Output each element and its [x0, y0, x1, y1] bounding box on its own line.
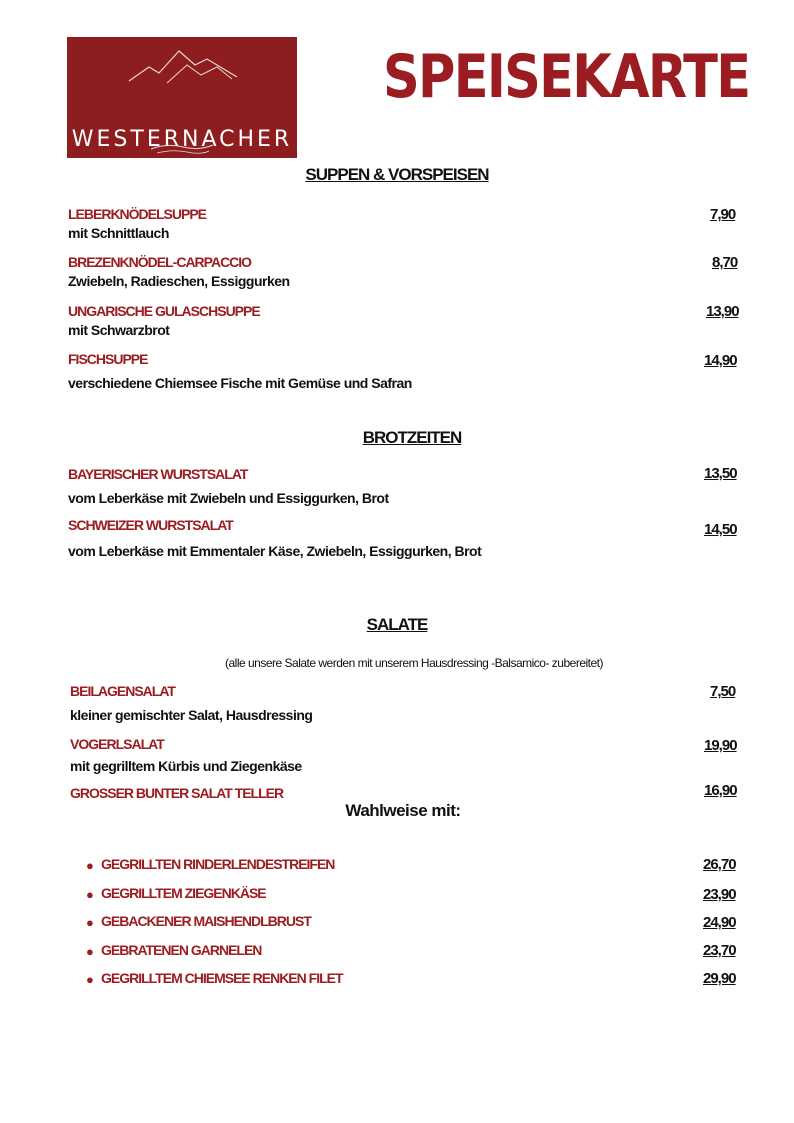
logo [67, 37, 297, 158]
logo-brand-text: WESTERNACHER [71, 127, 293, 152]
menu-item-description: vom Leberkäse mit Zwiebeln und Essiggurken, Brot [68, 490, 389, 506]
menu-item-price: 16,90 [704, 782, 737, 799]
option-price: 26,70 [703, 856, 736, 873]
section-heading-brotzeiten: BROTZEITEN [362, 428, 462, 447]
option-name: GEBRATENEN GARNELEN [101, 942, 262, 958]
menu-item-name: GROSSER BUNTER SALAT TELLER [70, 785, 284, 801]
menu-item-description: kleiner gemischter Salat, Hausdressing [70, 707, 313, 723]
menu-item-name: BAYERISCHER WURSTSALAT [68, 466, 248, 482]
menu-item-price: 13,90 [706, 303, 739, 320]
menu-item-description: mit Schwarzbrot [68, 322, 170, 338]
menu-item-description: vom Leberkäse mit Emmentaler Käse, Zwiebeln, Essiggurken, Brot [68, 543, 482, 559]
menu-item-price: 7,90 [710, 206, 736, 223]
option-price: 29,90 [703, 970, 736, 987]
option-name: GEGRILLTEM CHIEMSEE RENKEN FILET [101, 970, 343, 986]
menu-item-description: verschiedene Chiemsee Fische mit Gemüse und Safran [68, 375, 412, 391]
options-heading: Wahlweise mit: [345, 801, 461, 820]
menu-item-price: 19,90 [704, 737, 737, 754]
menu-item-price: 14,90 [704, 352, 737, 369]
option-name: GEBACKENER MAISHENDLBRUST [101, 913, 311, 929]
bullet-icon: ● [86, 858, 94, 873]
menu-item-name: LEBERKNÖDELSUPPE [68, 206, 207, 222]
menu-item-name: BREZENKNÖDEL-CARPACCIO [68, 254, 252, 270]
page-title: SPEISEKARTE [383, 42, 750, 112]
menu-item-name: FISCHSUPPE [68, 351, 148, 367]
menu-item-price: 7,50 [710, 683, 736, 700]
option-price: 23,90 [703, 886, 736, 903]
menu-item-description: Zwiebeln, Radieschen, Essiggurken [68, 273, 290, 289]
menu-item-name: BEILAGENSALAT [70, 683, 175, 699]
salad-dressing-note: (alle unsere Salate werden mit unserem Hausdressing -Balsamico- zubereitet) [224, 656, 604, 670]
bullet-icon: ● [86, 915, 94, 930]
option-price: 24,90 [703, 914, 736, 931]
section-heading-suppen: SUPPEN & VORSPEISEN [305, 165, 489, 184]
bullet-icon: ● [86, 944, 94, 959]
option-price: 23,70 [703, 942, 736, 959]
bullet-icon: ● [86, 887, 94, 902]
menu-item-price: 13,50 [704, 465, 737, 482]
menu-item-name: UNGARISCHE GULASCHSUPPE [68, 303, 260, 319]
menu-item-name: VOGERLSALAT [70, 736, 164, 752]
menu-item-price: 14,50 [704, 521, 737, 538]
menu-item-description: mit gegrilltem Kürbis und Ziegenkäse [70, 758, 302, 774]
bullet-icon: ● [86, 972, 94, 987]
section-heading-salate: SALATE [366, 615, 428, 634]
option-name: GEGRILLTEM ZIEGENKÄSE [101, 885, 266, 901]
option-name: GEGRILLTEN RINDERLENDESTREIFEN [101, 856, 335, 872]
menu-item-price: 8,70 [712, 254, 738, 271]
menu-item-name: SCHWEIZER WURSTSALAT [68, 517, 233, 533]
menu-item-description: mit Schnittlauch [68, 225, 169, 241]
